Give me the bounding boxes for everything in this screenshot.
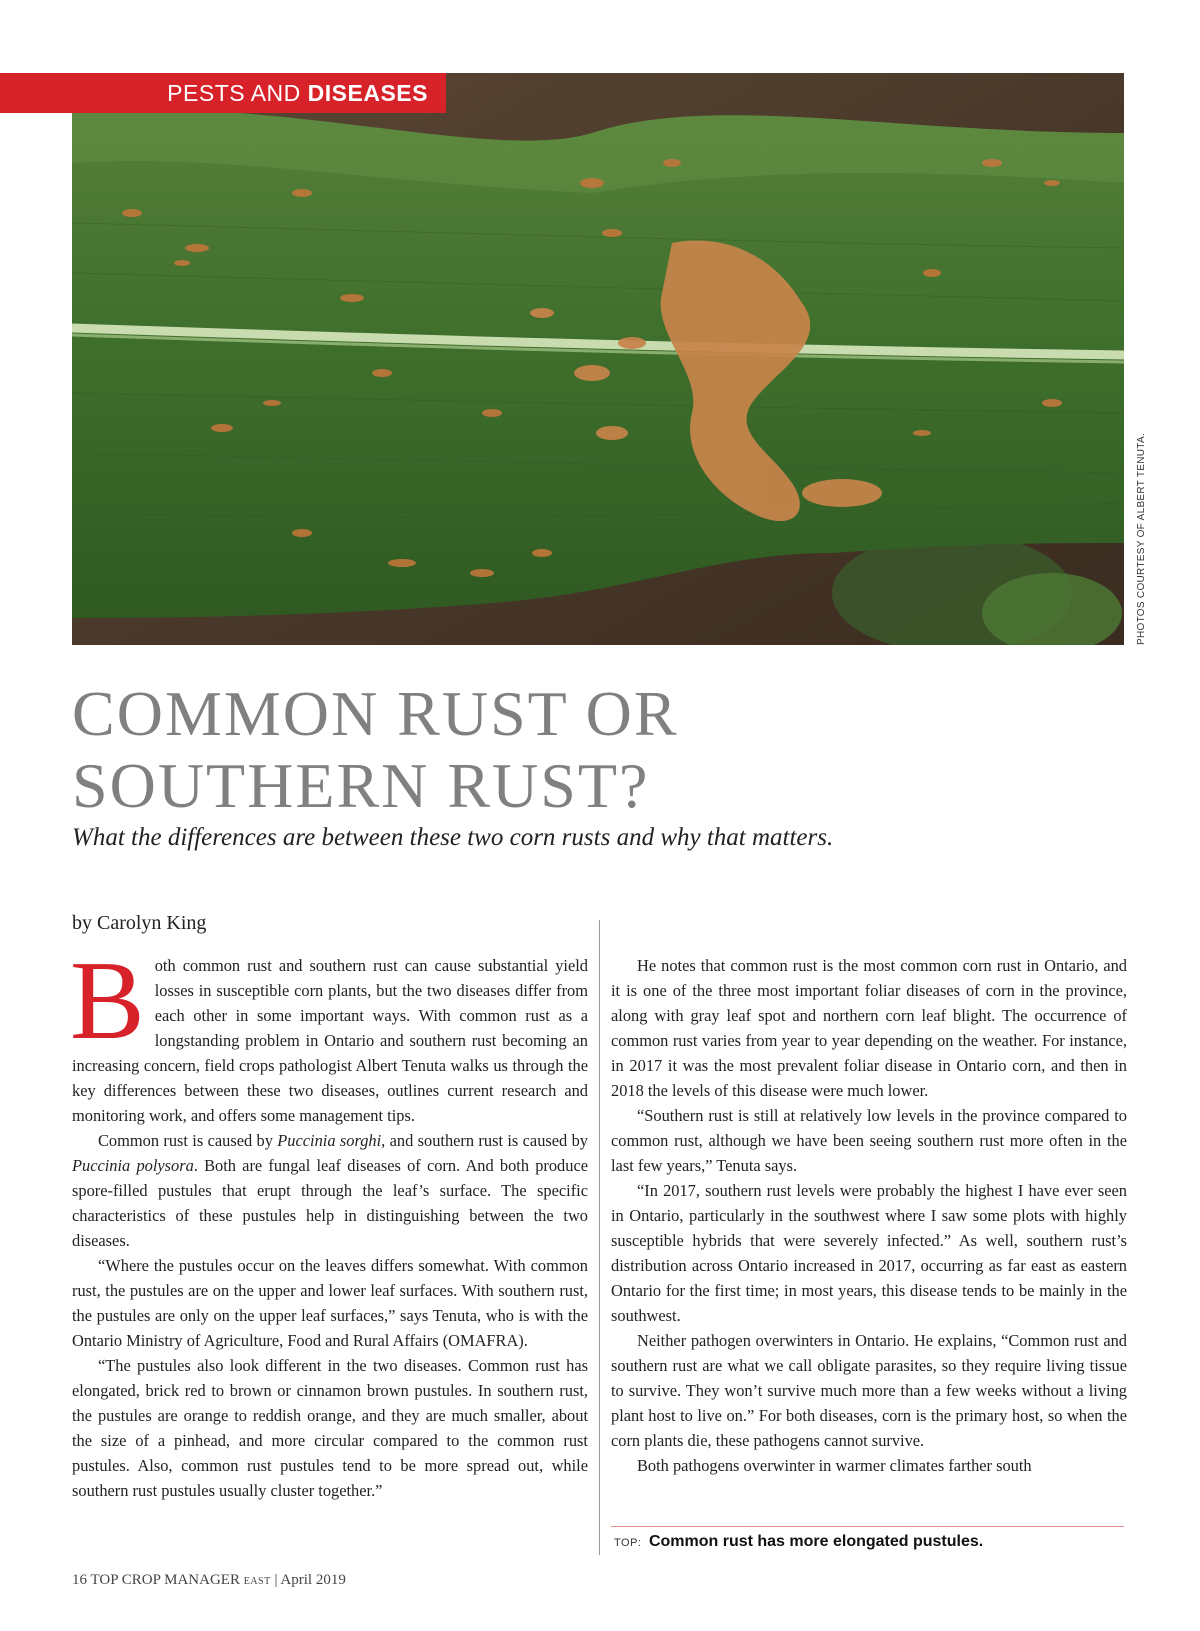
article-column-left [70,939,588,1503]
section-label-bold: DISEASES [307,80,428,106]
paragraph: “Southern rust is still at relatively low levels in the province compared to common rust, although we have been seeing southern rust more often in the last few years,” Tenuta says. [611,1106,1127,1175]
paragraph [70,939,588,1128]
paragraph: He notes that common rust is the most common corn rust in Ontario, and it is one of the three most important foliar diseases of corn in the province, along with gray leaf spot and northern corn leaf blight. The occurrence of common rust varies from year to year depending on the weather. For instance, in 2017 it was the most prevalent foliar disease in Ontario corn, and then in 2018 the levels of this disease were much lower. [611,956,1127,1100]
paragraph: Both pathogens overwinter in warmer climates farther south [637,1456,1032,1475]
section-label [0,73,446,113]
paragraph-text: . Both are fungal leaf diseases of corn. And both produce spore-filled pustules that erupt through the leaf’s surface. The specific characteristics of these pustules help in distinguishing between the two diseases. [72,1156,588,1250]
column-divider [599,920,600,1555]
caption-text: Common rust has more elongated pustules. [648,1533,984,1550]
issue-date: April 2019 [280,1572,346,1588]
photo-credit: PHOTOS COURTESY OF ALBERT TENUTA. [1136,433,1147,645]
page-footer [72,1572,346,1589]
headline-line-2: SOUTHERN RUST? [72,750,650,821]
page-number: 16 [72,1572,87,1588]
article-column-right [611,953,1127,1478]
dropcap: B [70,939,145,1063]
paragraph: “The pustules also look different in the two diseases. Common rust has elongated, brick red to brown or cinnamon brown pustules. In southern rust, the pustules are orange to reddish orange, and they are much smaller, about the size of a pinhead, and more circular compared to the common rust pustules. Also, common rust pustules tend to be more spread out, while southern rust pustules usually cluster together.” [72,1356,588,1500]
footer-separator: | [274,1572,278,1588]
deck: What the differences are between these two corn rusts and why that matters. [72,824,834,851]
species-name: Puccinia sorghi [277,1131,382,1150]
photo-caption [614,1533,1124,1551]
section-label-light: PESTS AND [167,80,301,106]
paragraph: “Where the pustules occur on the leaves differs somewhat. With common rust, the pustules are on the upper and lower leaf surfaces. With southern rust, the pustules are only on the upper leaf surfaces,” says Tenuta, who is with the Ontario Ministry of Agriculture, Food and Rural Affairs (OMAFRA). [72,1256,588,1350]
headline [72,678,1072,822]
edition: EAST [243,1576,271,1587]
paragraph-text: oth common rust and southern rust can cause substantial yield losses in susceptible corn plants, but the two diseases differ from each other in some important ways. With common rust as a longstanding problem in Ontario and southern rust becoming an increasing concern, field crops pathologist Albert Tenuta walks us through the key differences between these two diseases, outlines current research and monitoring work, and offers some management tips. [72,956,588,1125]
magazine-name: TOP CROP MANAGER [90,1572,240,1588]
caption-divider [611,1526,1124,1527]
caption-tag: TOP: [614,1537,642,1549]
paragraph-text: , and southern rust is caused by [381,1131,588,1150]
paragraph-text: Common rust is caused by [98,1131,278,1150]
paragraph: Neither pathogen overwinters in Ontario. He explains, “Common rust and southern rust are what we call obligate parasites, so they require living tissue to survive. They won’t survive much more than a few weeks without a living plant host to live on.” For both diseases, corn is the primary host, so when the corn plants die, these pathogens cannot survive. [611,1331,1127,1450]
species-name: Puccinia polysora [72,1156,194,1175]
leaf-photo [72,73,1124,645]
paragraph: “In 2017, southern rust levels were probably the highest I have ever seen in Ontario, particularly in the southwest where I saw some plots with highly susceptible hybrids that were severely infected.” As well, southern rust’s distribution across Ontario increased in 2017, occurring as far east as eastern Ontario for the first time; in most years, this disease tends to be mainly in the southwest. [611,1181,1127,1325]
paragraph [72,1128,588,1253]
headline-line-1: COMMON RUST OR [72,678,679,749]
byline: by Carolyn King [72,912,207,934]
